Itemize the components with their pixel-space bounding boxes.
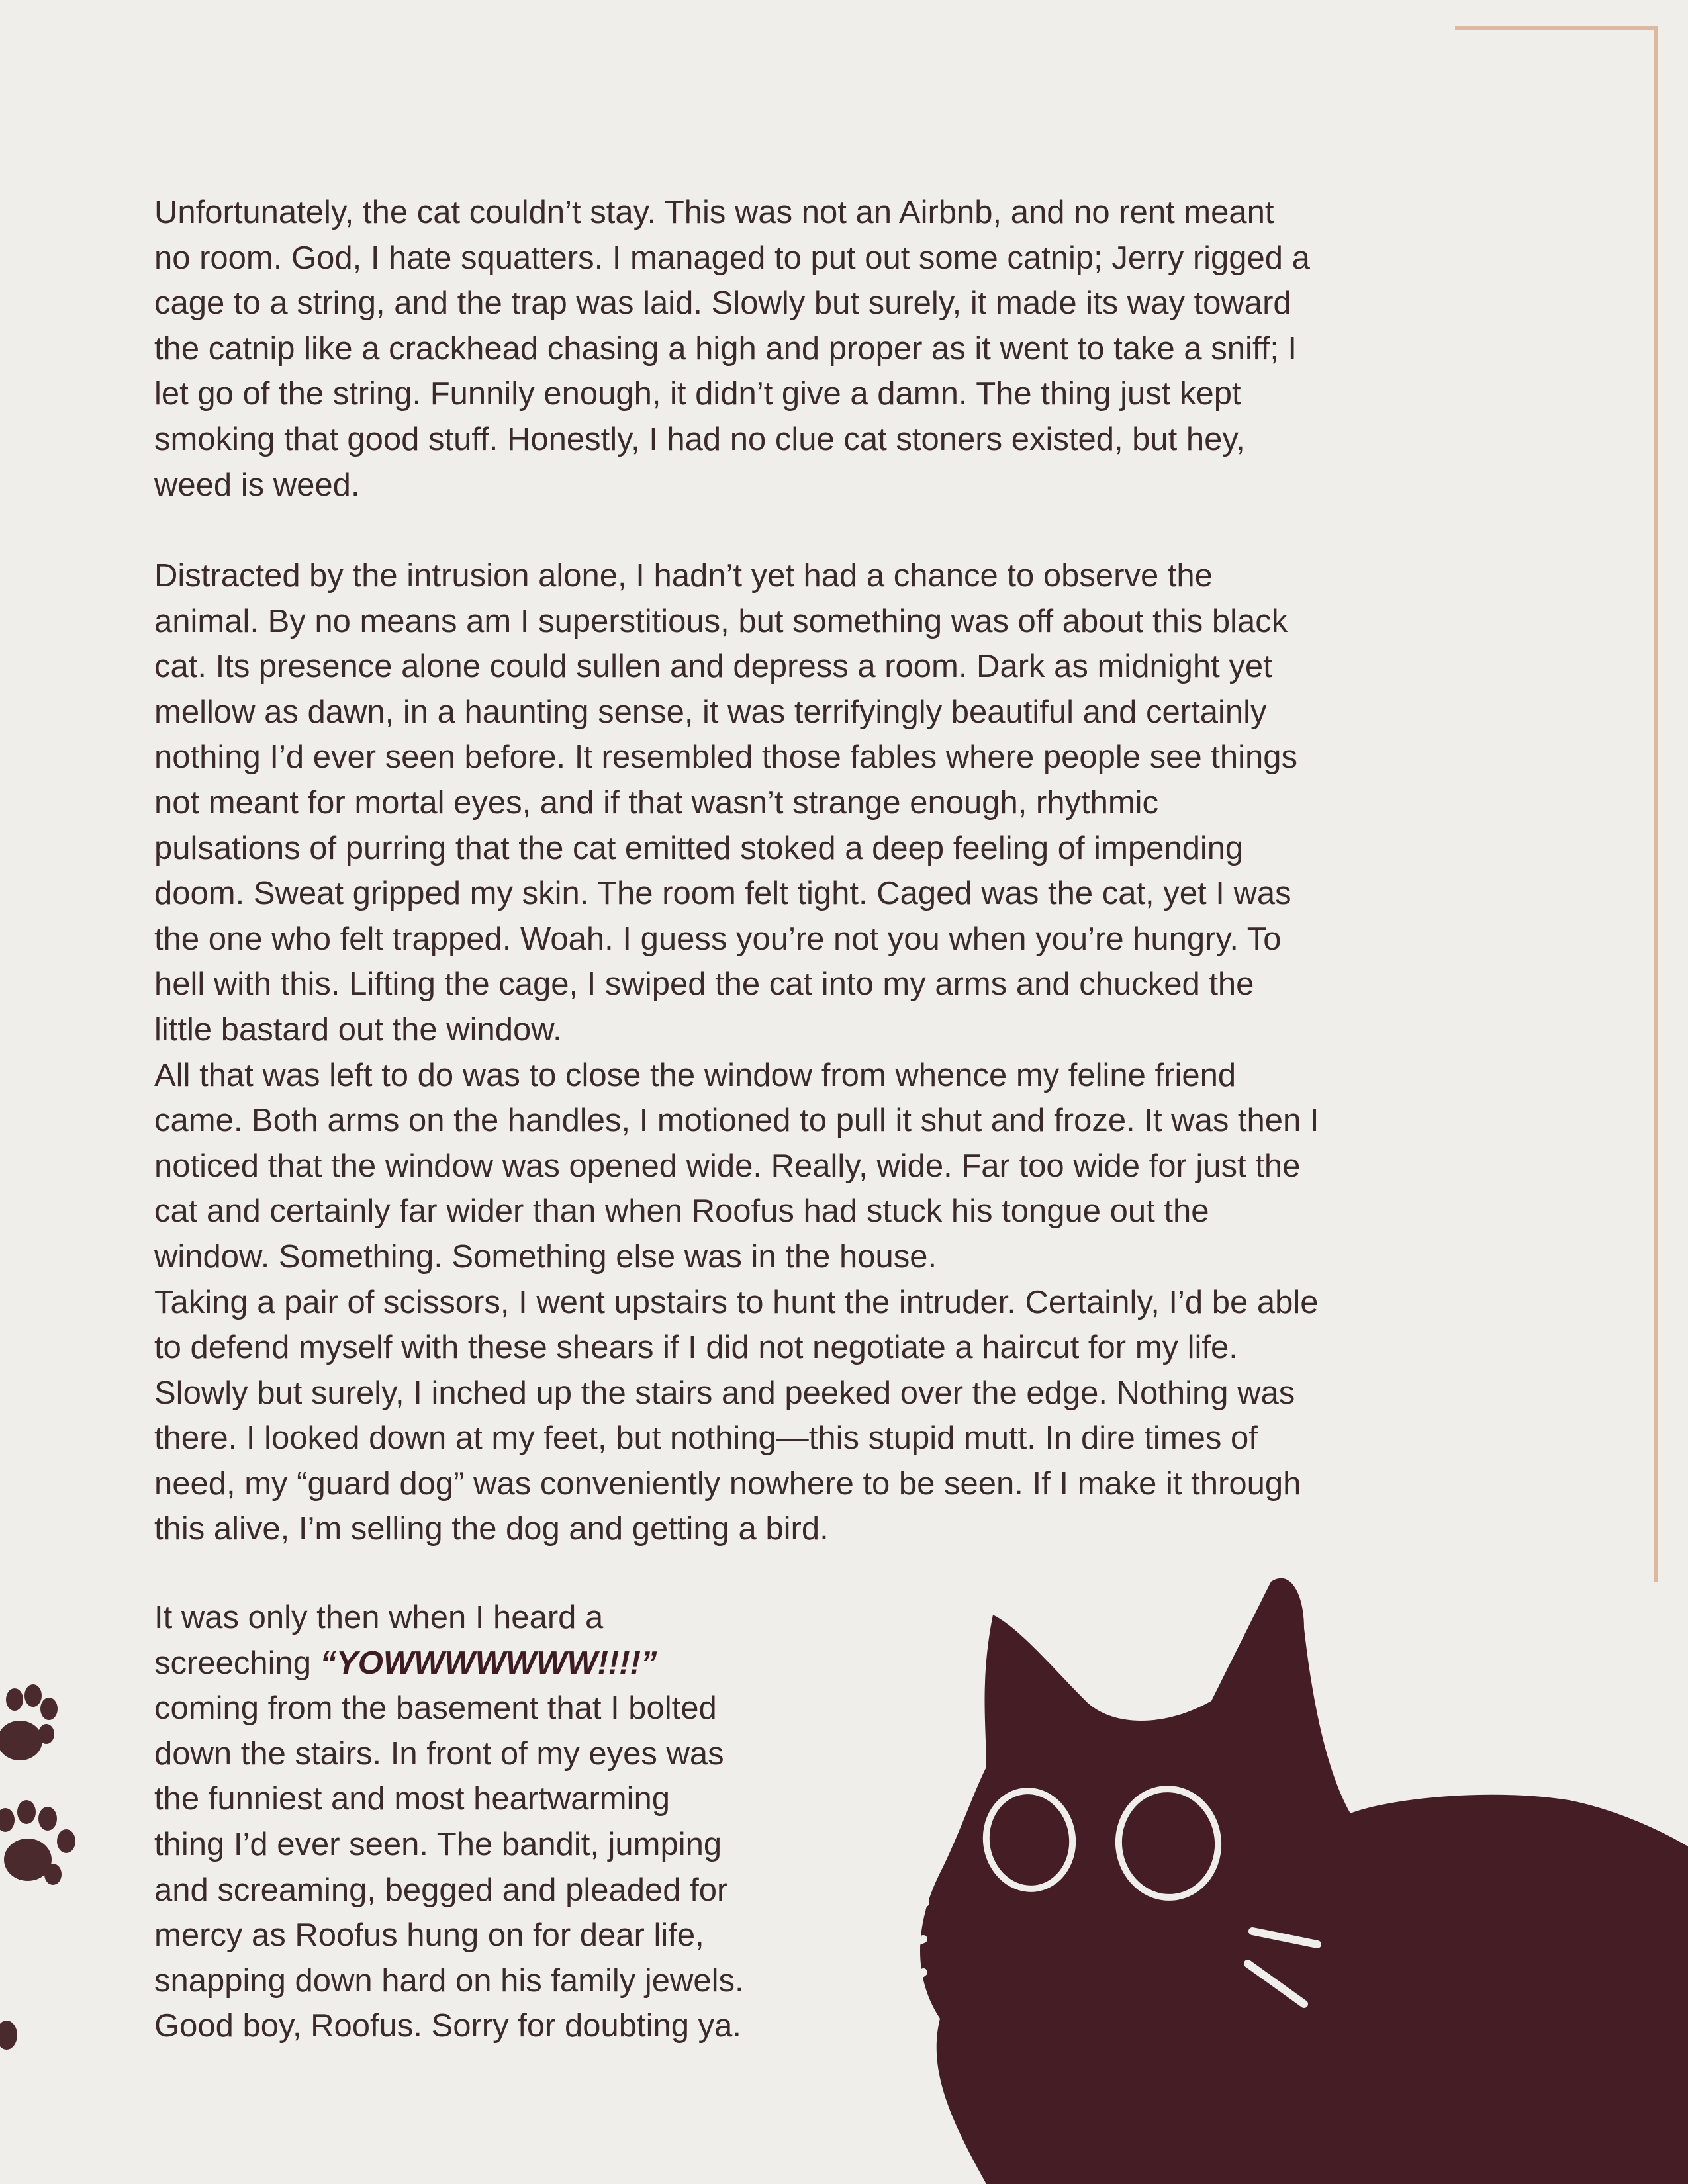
paragraph-3-intro: It was only then when I heard a screeching [154,1600,604,1681]
paw-print-icon [0,1684,58,1760]
paw-prints-icon [0,1668,93,2065]
yowl-exclamation: “YOWWWWWWW!!!!” [320,1645,657,1681]
paw-print-icon [0,1800,75,1885]
story-paragraph-1: Unfortunately, the cat couldn’t stay. This was not an Airbnb, and no rent meant no room. God, I hate squatters. I managed to put out some catnip; Jerry rigged a cage to a string, and the trap was laid. Slowly but surely, it made its way toward the catnip like a crackhead chasing a high and proper as it went to take a sniff; I let go of the string. Funnily enough, it didn’t give a damn. The thing just kept smoking that good stuff. Honestly, I had no clue cat stoners existed, but hey, weed is weed. [154,195,1310,503]
black-cat-illustration [887,1569,1688,2184]
paw-print-icon [0,2021,17,2050]
story-paragraph-3 [154,1595,902,2049]
story-paragraph-2: Distracted by the intrusion alone, I hadn’t yet had a chance to observe the animal. By no means am I superstitious, but something was off about this black cat. Its presence alone could sullen and depress a room. Dark as midnight yet mellow as dawn, in a haunting sense, it was terrifyingly beautiful and certainly nothing I’d ever seen before. It resembled those fables where people see things not meant for mortal eyes, and if that wasn’t strange enough, rhythmic pulsations of purring that the cat emitted stoked a deep feeling of impending doom. Sweat gripped my skin. The room felt tight. Caged was the cat, yet I was the one who felt trapped. Woah. I guess you’re not you when you’re hungry. To hell with this. Lifting the cage, I swiped the cat into my arms and chucked the little bastard out the window. All that was left to do was to close the window from whence my feline friend came. Both arms on the handles, I motioned to pull it shut and froze. It was then I noticed that the window was opened wide. Really, wide. Far too wide for just the cat and certainly far wider than when Roofus had stuck his tongue out the window. Something. Something else was in the house. Taking a pair of scissors, I went upstairs to hunt the intruder. Certainly, I’d be able to defend myself with these shears if I did not negotiate a haircut for my life. Slowly but surely, I inched up the stairs and peeked over the edge. Nothing was there. I looked down at my feet, but nothing—this stupid mutt. In dire times of need, my “guard dog” was conveniently nowhere to be seen. If I make it through this alive, I’m selling the dog and getting a bird. [154,558,1319,1547]
paragraph-3-rest: coming from the basement that I bolted down the stairs. In front of my eyes was the funniest and most heartwarming thing I’d ever seen. The bandit, jumping and screaming, begged and pleaded for mercy as Roofus hung on for dear life, snapping down hard on his family jewels. Good boy, Roofus. Sorry for doubting ya. [154,1690,744,2044]
cat-body [920,1578,1688,2184]
